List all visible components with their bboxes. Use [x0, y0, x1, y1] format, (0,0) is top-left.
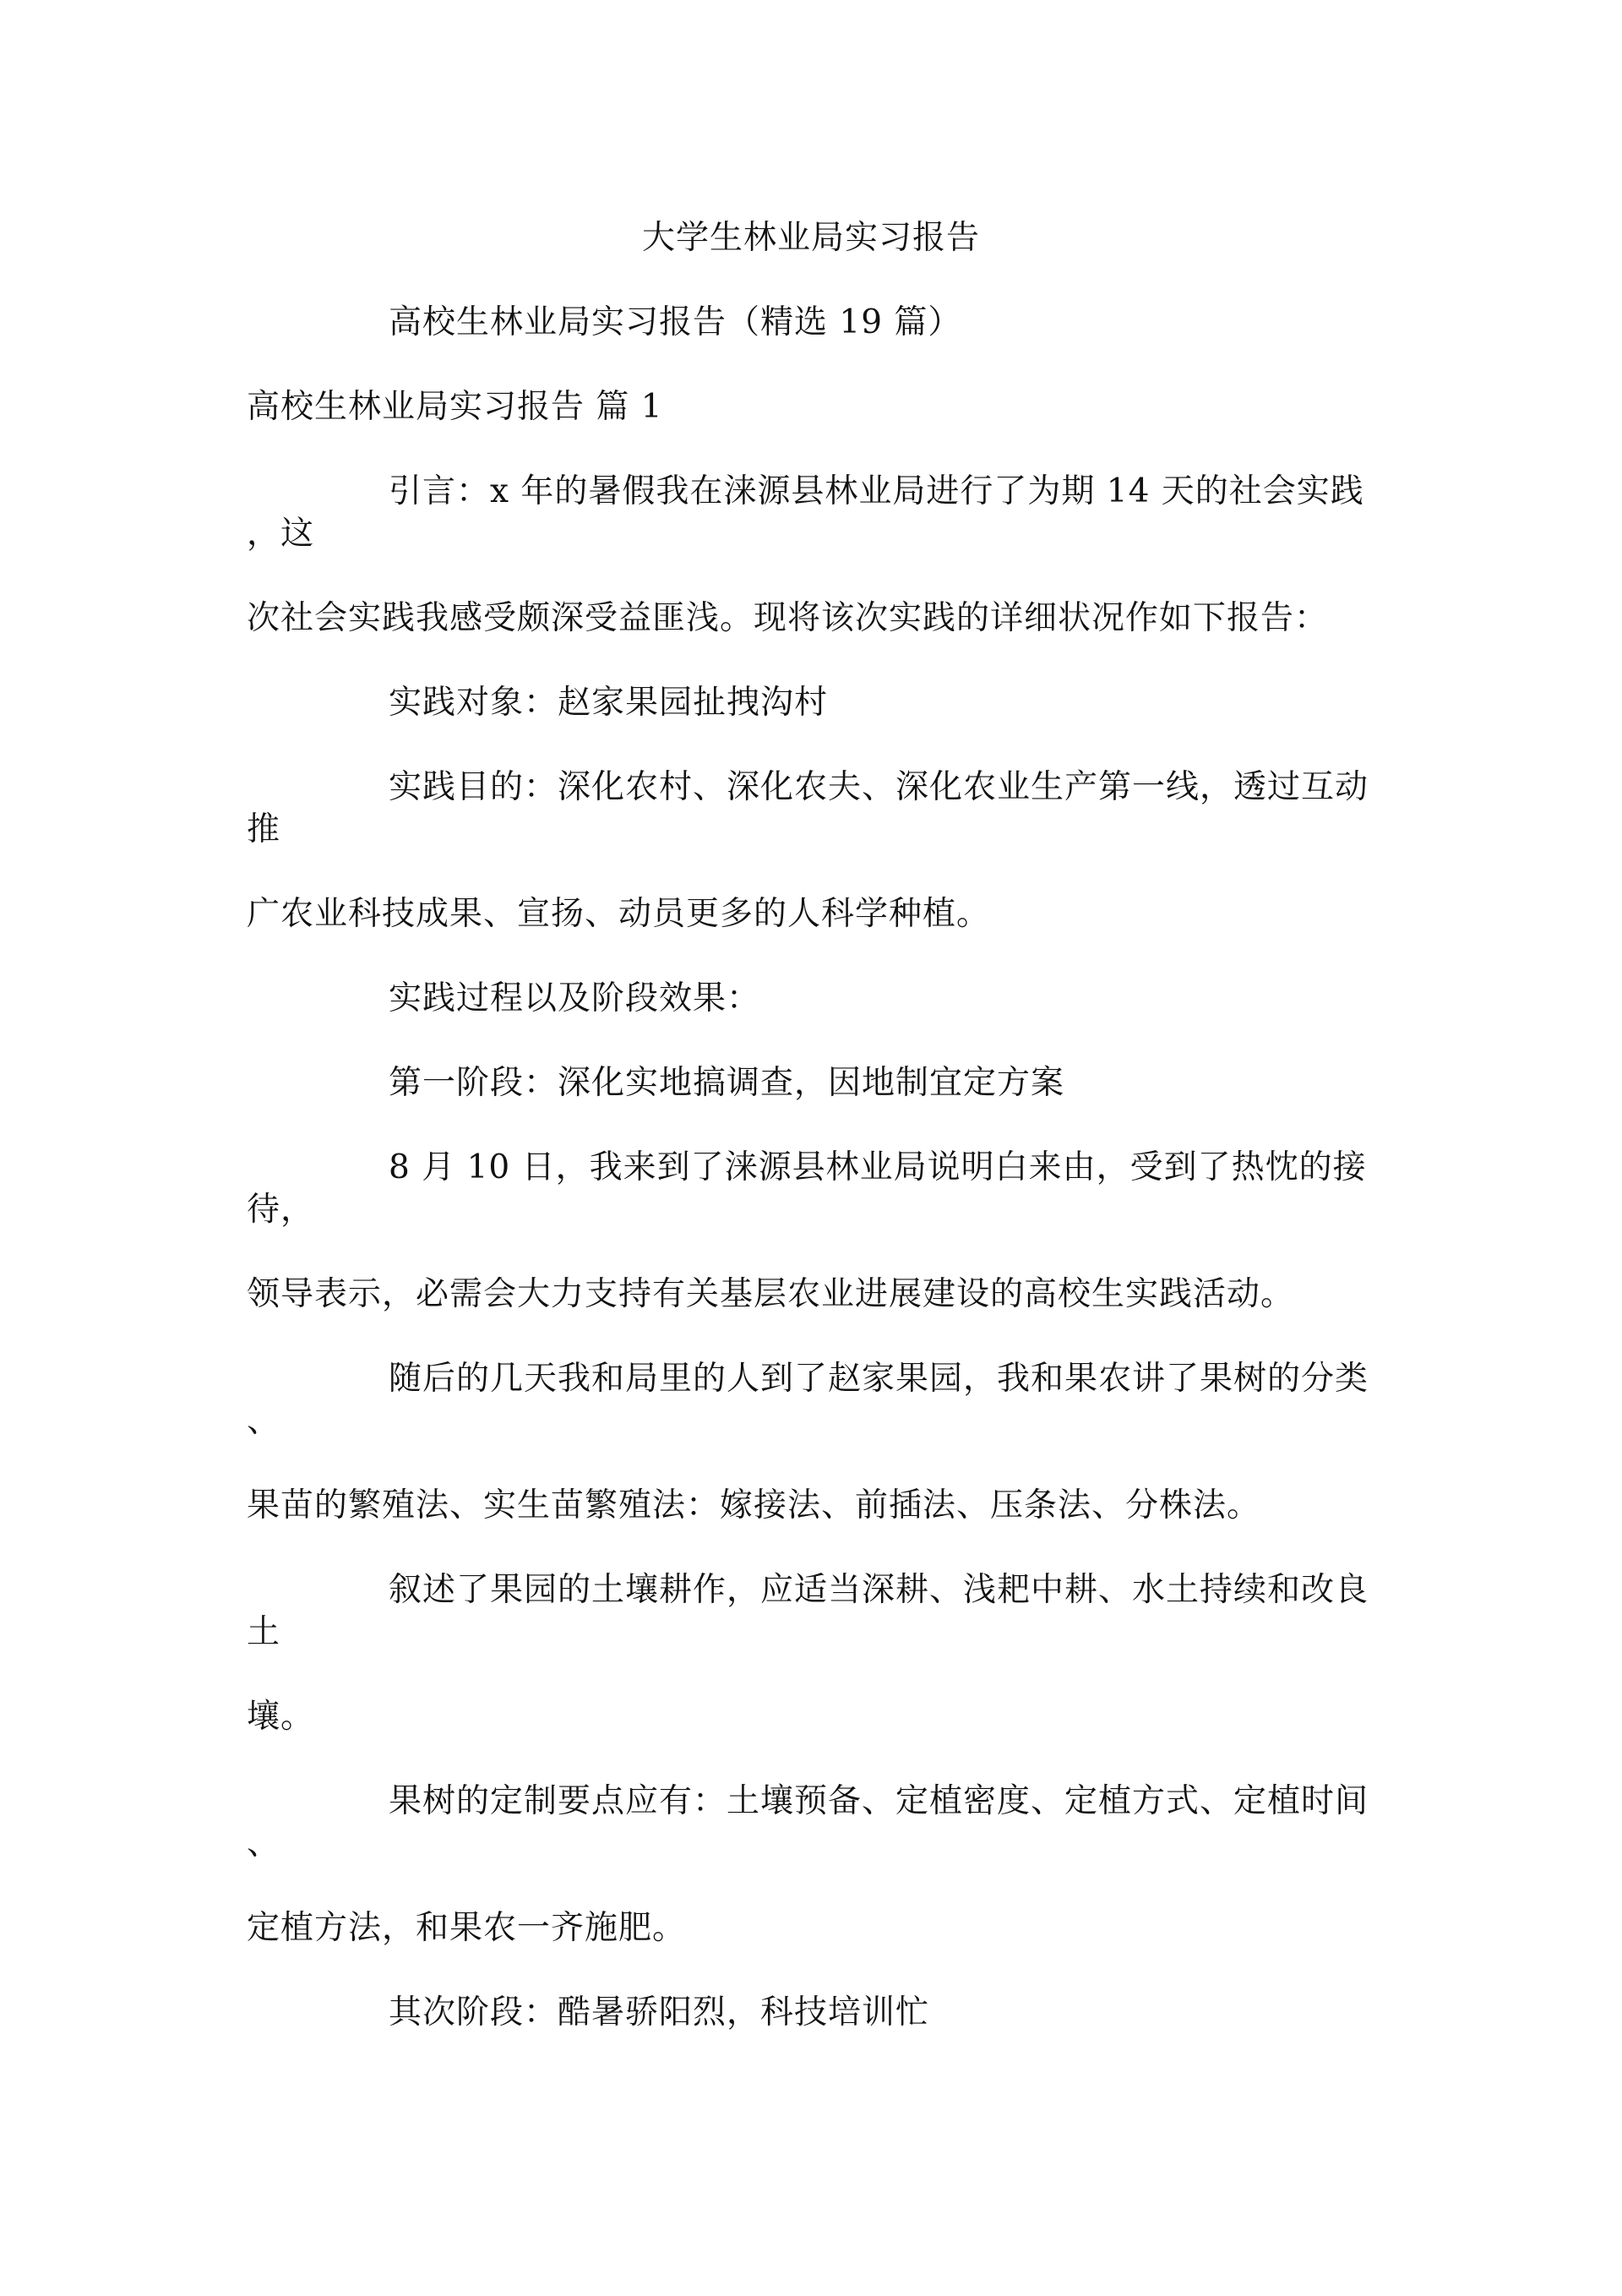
paragraph-line: 实践目的：深化农村、深化农夫、深化农业生产第一线，透过互动	[389, 768, 1369, 806]
paragraph-line: ，这	[247, 515, 315, 553]
paragraph-line: 引言：x 年的暑假我在涞源县林业局进行了为期 14 天的社会实践	[389, 472, 1364, 510]
paragraph-line: 果树的定制要点应有：土壤预备、定植密度、定植方式、定植时间	[389, 1782, 1369, 1820]
paragraph-line: 领导表示，必需会大力支持有关基层农业进展建设的高校生实践活动。	[247, 1275, 1295, 1313]
document-subtitle: 高校生林业局实习报告（精选 19 篇）	[389, 303, 962, 341]
paragraph-line: 广农业科技成果、宣扬、动员更多的人科学种植。	[247, 895, 991, 933]
paragraph-line: 实践对象：赵家果园扯拽沟村	[389, 684, 829, 722]
paragraph-line: 待，	[247, 1191, 315, 1229]
paragraph-line: 第一阶段：深化实地搞调查，因地制宜定方案	[389, 1064, 1065, 1102]
paragraph-line: 壤。	[247, 1698, 315, 1736]
paragraph-line: 果苗的繁殖法、实生苗繁殖法：嫁接法、前插法、压条法、分株法。	[247, 1486, 1261, 1524]
paragraph-line: 随后的几天我和局里的人到了赵家果园，我和果农讲了果树的分类	[389, 1360, 1369, 1398]
paragraph-line: 叙述了果园的土壤耕作，应适当深耕、浅耙中耕、水土持续和改良	[389, 1571, 1369, 1609]
paragraph-line: 8 月 10 日，我来到了涞源县林业局说明白来由，受到了热忱的接	[389, 1148, 1367, 1186]
paragraph-line: 、	[247, 1402, 281, 1440]
paragraph-line: 定植方法，和果农一齐施肥。	[247, 1909, 687, 1947]
paragraph-line: 实践过程以及阶段效果：	[389, 979, 761, 1017]
paragraph-line: 推	[247, 810, 281, 848]
section-heading: 高校生林业局实习报告 篇 1	[247, 388, 663, 426]
paragraph-line: 次社会实践我感受颇深受益匪浅。现将该次实践的详细状况作如下报告：	[247, 599, 1329, 637]
paragraph-line: 其次阶段：酷暑骄阳烈，科技培训忙	[389, 1993, 930, 2031]
document-title: 大学生林业局实习报告	[641, 219, 980, 257]
paragraph-line: 、	[247, 1824, 281, 1862]
paragraph-line: 土	[247, 1613, 281, 1651]
